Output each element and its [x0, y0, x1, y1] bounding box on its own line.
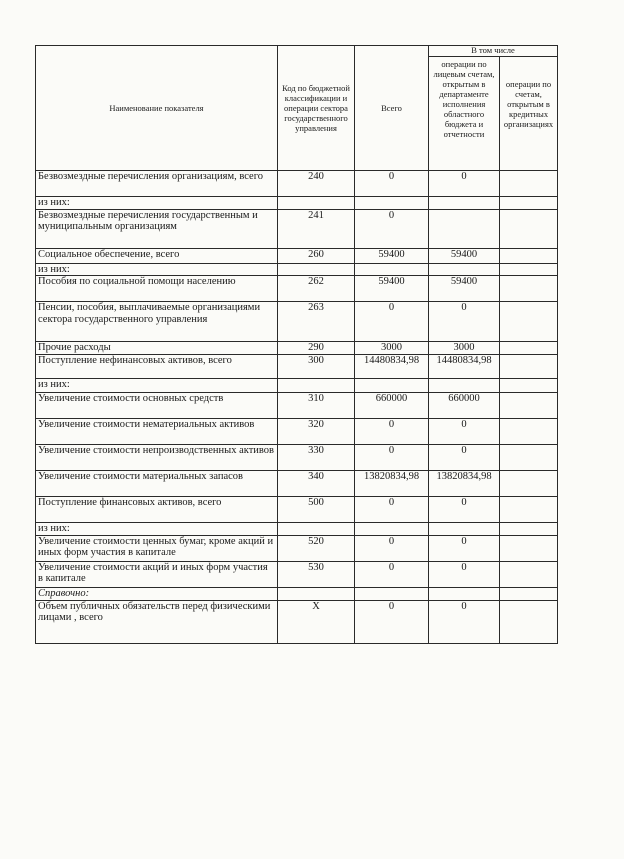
- row-accounts: 59400: [429, 248, 500, 263]
- row-code: 263: [278, 302, 355, 342]
- row-accounts: [429, 209, 500, 248]
- row-name: Пособия по социальной помощи населению: [36, 276, 278, 302]
- row-name: Увеличение стоимости непроизводственных активов: [36, 445, 278, 471]
- row-total: 0: [355, 445, 429, 471]
- row-total: [355, 263, 429, 276]
- row-code: 262: [278, 276, 355, 302]
- row-name: из них:: [36, 263, 278, 276]
- row-accounts: 13820834,98: [429, 471, 500, 497]
- row-accounts: 0: [429, 419, 500, 445]
- row-total: 0: [355, 209, 429, 248]
- row-credit: [500, 445, 558, 471]
- row-total: 59400: [355, 248, 429, 263]
- table-row: [36, 535, 558, 561]
- row-accounts: 0: [429, 171, 500, 197]
- row-accounts: 0: [429, 535, 500, 561]
- row-name: Пенсии, пособия, выплачиваемые организациями сектора государственного управления: [36, 302, 278, 342]
- header-name-column: Наименование показателя: [36, 46, 278, 171]
- row-name: Справочно:: [36, 587, 278, 600]
- header-code-column: Код по бюджетной классификации и операции сектора государственного управления: [278, 46, 355, 171]
- row-credit: [500, 197, 558, 210]
- row-name: из них:: [36, 379, 278, 393]
- table-row: [36, 248, 558, 263]
- row-credit: [500, 561, 558, 587]
- row-credit: [500, 471, 558, 497]
- row-accounts: [429, 587, 500, 600]
- table-row: [36, 561, 558, 587]
- row-total: [355, 379, 429, 393]
- row-name: Поступление нефинансовых активов, всего: [36, 355, 278, 379]
- row-name: Увеличение стоимости ценных бумаг, кроме акций и иных форм участия в капитале: [36, 535, 278, 561]
- row-credit: [500, 523, 558, 536]
- row-code: 300: [278, 355, 355, 379]
- row-total: 59400: [355, 276, 429, 302]
- header-accounts-column: операции по лицевым счетам, открытым в департаменте исполнения областного бюджета и отчетности: [429, 57, 500, 171]
- row-accounts: 0: [429, 561, 500, 587]
- row-code: [278, 197, 355, 210]
- row-total: 3000: [355, 342, 429, 355]
- row-name: Увеличение стоимости основных средств: [36, 393, 278, 419]
- row-code: 260: [278, 248, 355, 263]
- row-total: 0: [355, 497, 429, 523]
- row-total: [355, 587, 429, 600]
- row-credit: [500, 419, 558, 445]
- table-row: [36, 355, 558, 379]
- table-row: [36, 497, 558, 523]
- row-code: 310: [278, 393, 355, 419]
- row-code: 340: [278, 471, 355, 497]
- row-name: Безвозмездные перечисления организациям, всего: [36, 171, 278, 197]
- row-name: Увеличение стоимости нематериальных активов: [36, 419, 278, 445]
- row-credit: [500, 393, 558, 419]
- header-credit-column: операции по счетам, открытым в кредитных организациях: [500, 57, 558, 171]
- table-row: [36, 342, 558, 355]
- row-total: 0: [355, 419, 429, 445]
- row-total: 0: [355, 302, 429, 342]
- row-credit: [500, 209, 558, 248]
- row-total: [355, 523, 429, 536]
- row-accounts: 59400: [429, 276, 500, 302]
- row-name: из них:: [36, 197, 278, 210]
- row-accounts: 0: [429, 302, 500, 342]
- row-accounts: 0: [429, 600, 500, 643]
- row-accounts: [429, 379, 500, 393]
- row-total: 660000: [355, 393, 429, 419]
- row-name: Прочие расходы: [36, 342, 278, 355]
- row-total: 0: [355, 600, 429, 643]
- row-code: 530: [278, 561, 355, 587]
- row-accounts: 3000: [429, 342, 500, 355]
- header-total-column: Всего: [355, 46, 429, 171]
- row-code: 500: [278, 497, 355, 523]
- row-credit: [500, 379, 558, 393]
- row-code: 290: [278, 342, 355, 355]
- row-name: из них:: [36, 523, 278, 536]
- row-code: 320: [278, 419, 355, 445]
- row-accounts: [429, 263, 500, 276]
- table-row: [36, 523, 558, 536]
- row-accounts: [429, 197, 500, 210]
- financial-report-table: [35, 45, 558, 644]
- row-credit: [500, 355, 558, 379]
- row-code: [278, 587, 355, 600]
- row-name: Увеличение стоимости материальных запасов: [36, 471, 278, 497]
- row-credit: [500, 535, 558, 561]
- row-credit: [500, 171, 558, 197]
- row-total: 0: [355, 535, 429, 561]
- table-row: [36, 587, 558, 600]
- row-code: 520: [278, 535, 355, 561]
- table-row: [36, 393, 558, 419]
- row-code: 241: [278, 209, 355, 248]
- row-code: 330: [278, 445, 355, 471]
- table-row: [36, 445, 558, 471]
- table-row: [36, 263, 558, 276]
- row-credit: [500, 263, 558, 276]
- row-total: [355, 197, 429, 210]
- table-row: [36, 471, 558, 497]
- row-code: 240: [278, 171, 355, 197]
- row-credit: [500, 600, 558, 643]
- row-code: X: [278, 600, 355, 643]
- row-accounts: 0: [429, 497, 500, 523]
- row-credit: [500, 497, 558, 523]
- row-credit: [500, 342, 558, 355]
- row-code: [278, 523, 355, 536]
- row-code: [278, 263, 355, 276]
- row-accounts: 0: [429, 445, 500, 471]
- row-total: 14480834,98: [355, 355, 429, 379]
- row-name: Социальное обеспечение, всего: [36, 248, 278, 263]
- table-row: [36, 209, 558, 248]
- row-credit: [500, 587, 558, 600]
- table-row: [36, 379, 558, 393]
- header-including: В том числе: [429, 46, 558, 57]
- row-name: Объем публичных обязательств перед физическими лицами , всего: [36, 600, 278, 643]
- row-total: 0: [355, 561, 429, 587]
- table-row: [36, 171, 558, 197]
- row-name: Увеличение стоимости акций и иных форм участия в капитале: [36, 561, 278, 587]
- row-code: [278, 379, 355, 393]
- row-total: 0: [355, 171, 429, 197]
- row-accounts: 14480834,98: [429, 355, 500, 379]
- row-total: 13820834,98: [355, 471, 429, 497]
- row-accounts: [429, 523, 500, 536]
- table-row: [36, 302, 558, 342]
- table-row: [36, 276, 558, 302]
- table-row: [36, 600, 558, 643]
- row-name: Поступление финансовых активов, всего: [36, 497, 278, 523]
- table-row: [36, 197, 558, 210]
- row-credit: [500, 248, 558, 263]
- table-row: [36, 419, 558, 445]
- row-accounts: 660000: [429, 393, 500, 419]
- row-credit: [500, 276, 558, 302]
- row-name: Безвозмездные перечисления государственным и муниципальным организациям: [36, 209, 278, 248]
- row-credit: [500, 302, 558, 342]
